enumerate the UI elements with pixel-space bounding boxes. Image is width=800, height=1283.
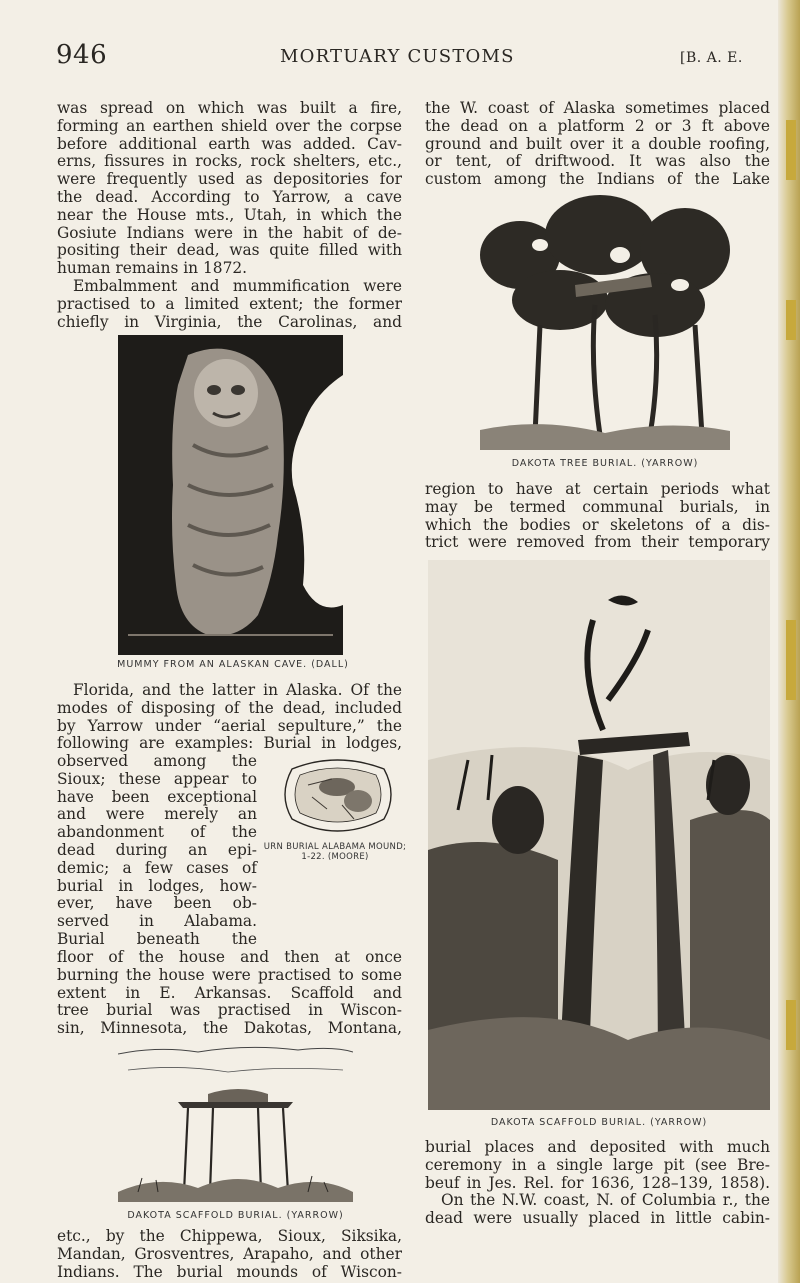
text-line: near the House mts., Utah, in which the (57, 205, 402, 224)
tree-caption: DAKOTA TREE BURIAL. (YARROW) (511, 458, 699, 469)
text-line: served in Alabama. (57, 912, 257, 931)
text-line: region to have at certain periods what (425, 480, 770, 498)
text-line: positing their dead, was quite filled with (57, 241, 402, 260)
urn-caption-line1: URN BURIAL ALABAMA MOUND; (263, 842, 407, 852)
scaffold-left-figure (118, 1042, 353, 1202)
text-line: Sioux; these appear to (57, 769, 257, 788)
scaffold-right-figure (428, 560, 770, 1110)
text-line: floor of the house and then at once (57, 948, 402, 966)
text-line: before additional earth was added. Cav- (57, 134, 402, 153)
text-line: were frequently used as depositories for (57, 170, 402, 189)
urn-caption-line2: 1-22. (MOORE) (301, 852, 369, 862)
text-line: extent in E. Arkansas. Scaffold and (57, 983, 402, 1002)
text-line: ground and built over it a double roofing, (425, 134, 770, 153)
section-label: [B. A. E. (680, 50, 743, 66)
text-line: practised to a limited extent; the former (57, 294, 402, 313)
text-line: sin, Minnesota, the Dakotas, Montana, (57, 1019, 402, 1038)
text-line: Florida, and the latter in Alaska. Of the (73, 681, 402, 699)
text-line: dead during an epi- (57, 840, 257, 859)
text-line: modes of disposing of the dead, included (57, 698, 402, 717)
text-line: Mandan, Grosventres, Arapaho, and other (57, 1244, 402, 1263)
text-line: Indians. The burial mounds of Wiscon- (57, 1262, 402, 1281)
text-line: forming an earthen shield over the corpse (57, 116, 402, 135)
text-line: human remains in 1872. (57, 259, 248, 278)
text-line: was spread on which was built a fire, (57, 99, 402, 117)
text-line: erns, fissures in rocks, rock shelters, etc., (57, 152, 402, 171)
running-head: MORTUARY CUSTOMS (280, 46, 515, 67)
text-line: etc., by the Chippewa, Sioux, Siksika, (57, 1227, 402, 1245)
text-line: by Yarrow under “aerial sepulture,” the (57, 716, 402, 735)
urn-caption (260, 842, 410, 862)
text-line: demic; a few cases of (57, 858, 257, 877)
text-line: On the N.W. coast, N. of Columbia r., the (441, 1191, 770, 1210)
left-para-4 (57, 1228, 402, 1281)
right-para-2 (425, 481, 770, 552)
text-line: abandonment of the (57, 823, 257, 842)
text-line: trict were removed from their temporary (425, 533, 770, 552)
text-line: chiefly in Virginia, the Carolinas, and (57, 312, 402, 331)
text-line: beuf in Jes. Rel. for 1636, 128–139, 1858). (425, 1173, 770, 1192)
left-para-1 (57, 100, 402, 331)
text-line: the dead on a platform 2 or 3 ft above (425, 116, 770, 135)
scaffold-right-caption: DAKOTA SCAFFOLD BURIAL. (YARROW) (490, 1117, 708, 1128)
mummy-figure (118, 335, 343, 655)
left-para-3-narrow (57, 753, 257, 949)
text-line: and were merely an (57, 805, 257, 824)
text-line: Burial beneath the (57, 929, 257, 948)
left-para-3 (57, 682, 402, 753)
text-line: Embalmment and mummification were (73, 276, 402, 295)
text-line: burning the house were practised to some (57, 965, 402, 984)
text-line: dead were usually placed in little cabin- (425, 1209, 770, 1228)
page-edge (778, 0, 800, 1283)
tree-burial-figure (480, 195, 730, 450)
text-line: have been exceptional (57, 787, 257, 806)
text-line: observed among the (57, 752, 257, 770)
text-line: may be termed communal burials, in (425, 497, 770, 516)
text-line: tree burial was practised in Wiscon- (57, 1001, 402, 1020)
text-line: ever, have been ob- (57, 894, 257, 913)
mummy-caption: MUMMY FROM AN ALASKAN CAVE. (DALL) (117, 659, 349, 670)
page-number: 946 (56, 40, 108, 70)
text-line: the W. coast of Alaska sometimes placed (425, 99, 770, 117)
text-line: ceremony in a single large pit (see Bre- (425, 1155, 770, 1174)
right-para-3 (425, 1139, 770, 1228)
text-line: burial places and deposited with much (425, 1138, 770, 1156)
scaffold-left-caption: DAKOTA SCAFFOLD BURIAL. (YARROW) (127, 1210, 344, 1221)
text-line: which the bodies or skeletons of a dis- (425, 515, 770, 534)
text-line: Gosiute Indians were in the habit of de- (57, 223, 402, 242)
text-line: burial in lodges, how- (57, 876, 257, 895)
text-line: following are examples: Burial in lodges, (57, 734, 402, 753)
text-line: or tent, of driftwood. It was also the (425, 152, 770, 171)
left-para-3-rest (57, 949, 402, 1038)
text-line: custom among the Indians of the Lake (425, 170, 770, 189)
right-para-1 (425, 100, 770, 189)
urn-figure (272, 757, 402, 841)
text-line: the dead. According to Yarrow, a cave (57, 187, 402, 206)
